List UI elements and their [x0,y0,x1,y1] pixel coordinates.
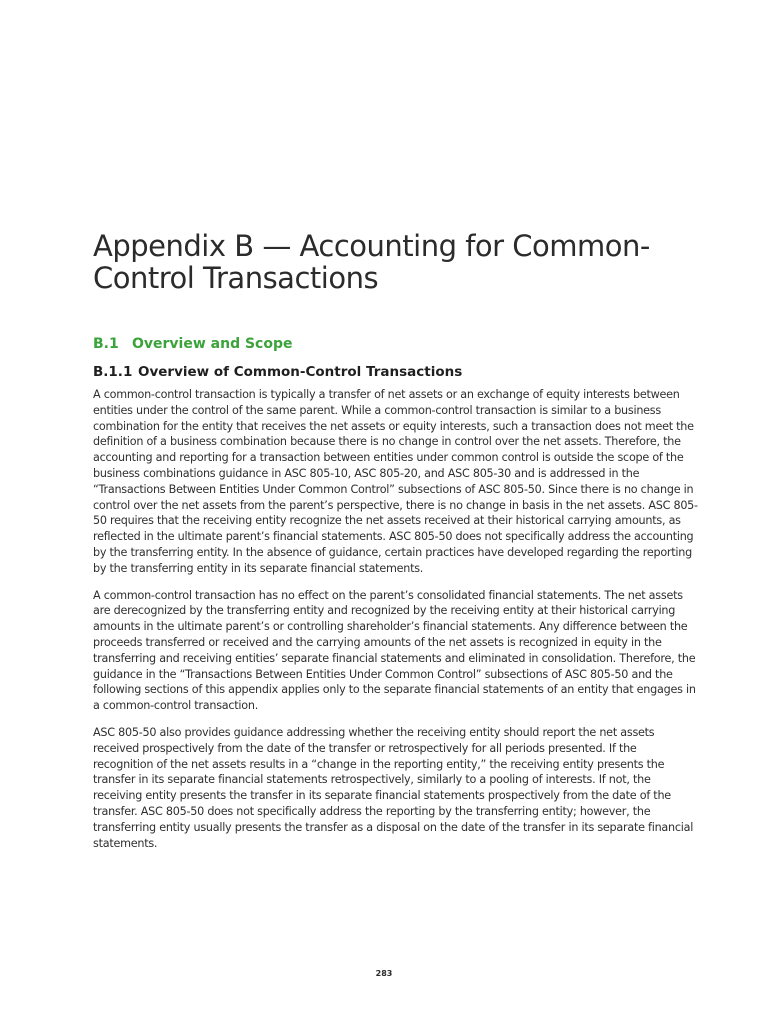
subsection-number: B.1.1 [93,364,133,380]
page-number: 283 [375,969,393,978]
body-text [93,387,699,862]
section-number: B.1 [93,336,119,352]
section-heading [93,335,292,353]
paragraph: A common-control transaction is typically a transfer of net assets or an exchange of equity interests between entities under the control of the same parent. While a common-control transaction is similar to a business combination for the entity that receives the net assets or equity interests, such a transaction does not meet the definition of a business combination because there is no change in control over the net assets. Therefore, the accounting and reporting for a transaction between entities under common control is outside the scope of the business combinations guidance in ASC 805-10, ASC 805-20, and ASC 805-30 and is addressed in the “Transactions Between Entities Under Common Control” subsections of ASC 805-50. Since there is no change in control over the net assets from the parent’s perspective, there is no change in basis in the net assets. ASC 805-50 requires that the receiving entity recognize the net assets received at their historical carrying amounts, as reflected in the ultimate parent’s financial statements. ASC 805-50 does not specifically address the accounting by the transferring entity. In the absence of guidance, certain practices have developed regarding the reporting by the transferring entity in its separate financial statements. [93,388,698,575]
section-title: Overview and Scope [132,336,293,352]
paragraph: A common-control transaction has no effect on the parent’s consolidated financial statements. The net assets are derecognized by the transferring entity and recognized by the receiving entity at their historical carrying amounts in the ultimate parent’s or controlling shareholder’s financial statements. Any difference between the proceeds transferred or received and the carrying amounts of the net assets is recognized in equity in the transferring and receiving entities’ separate financial statements and eliminated in consolidation. Therefore, the guidance in the “Transactions Between Entities Under Common Control” subsections of ASC 805-50 and the following sections of this appendix applies only to the separate financial statements of an entity that engages in a common-control transaction. [93,588,696,713]
paragraph: ASC 805-50 also provides guidance addressing whether the receiving entity should report the net assets received prospectively from the date of the transfer or retrospectively for all periods presented. If the recognition of the net assets results in a “change in the reporting entity,” the receiving entity presents the transfer in its separate financial statements retrospectively, similarly to a pooling of interests. If not, the receiving entity presents the transfer in its separate financial statements prospectively from the date of the transfer. ASC 805-50 does not specifically address the reporting by the transferring entity; however, the transferring entity usually presents the transfer as a disposal on the date of the transfer in its separate financial statements. [93,725,694,850]
subsection-title: Overview of Common-Control Transactions [138,364,463,380]
chapter-title: Appendix B — Accounting for Common-Control Transactions [93,229,650,295]
subsection-heading [93,363,462,381]
